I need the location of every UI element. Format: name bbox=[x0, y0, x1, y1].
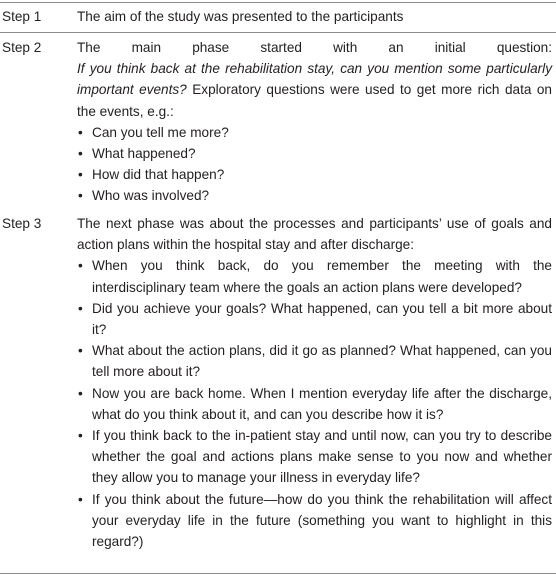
step-3-bullet-list bbox=[77, 255, 552, 552]
list-item: • How did that happen? bbox=[77, 164, 552, 185]
list-item: • Now you are back home. When I mention everyday life after the discharge, what do you think about it, and can you describe how it is? bbox=[77, 383, 552, 425]
step-3-content bbox=[77, 213, 552, 552]
step-3-intro: The next phase was about the processes and participants’ use of goals and action plans within the hospital stay and after discharge: bbox=[77, 216, 552, 253]
step-2-label: Step 2 bbox=[2, 40, 42, 55]
list-item: • Can you tell me more? bbox=[77, 122, 552, 143]
list-item: • What happened? bbox=[77, 143, 552, 164]
list-item: • If you think about the future—how do you think the rehabilitation will affect your everyday life in the future (something you want to highlight in this regard?) bbox=[77, 489, 552, 553]
list-item: • Who was involved? bbox=[77, 185, 552, 206]
table-bottom-rule bbox=[0, 573, 556, 574]
step-1-label: Step 1 bbox=[2, 9, 42, 24]
list-item: • What about the action plans, did it go as planned? What happened, can you tell more about it? bbox=[77, 340, 552, 382]
step-1-text: The aim of the study was presented to the participants bbox=[77, 9, 404, 24]
step-3-label: Step 3 bbox=[2, 216, 42, 231]
table-header-rule bbox=[0, 32, 556, 33]
step-2-question-paragraph bbox=[77, 58, 552, 122]
step-2-content bbox=[77, 37, 552, 207]
list-item: • When you think back, do you remember the meeting with the interdisciplinary team where the goals an action plans were developed? bbox=[77, 255, 552, 297]
table-top-rule bbox=[0, 2, 556, 3]
step-2-question: If you think back at the rehabilitation stay, can you mention some particularly important events? bbox=[77, 61, 552, 98]
step-2-intro-rest: Exploratory questions were used to get more rich data on the events, e.g.: bbox=[77, 82, 552, 119]
step-2-bullet-list bbox=[77, 122, 552, 207]
list-item: • If you think back to the in-patient stay and until now, can you try to describe whether the goal and actions plans make sense to you now and whether they allow you to manage your illness in everyday life? bbox=[77, 425, 552, 489]
step-2-intro-line: The main phase started with an initial question: bbox=[77, 40, 552, 55]
list-item: • Did you achieve your goals? What happened, can you tell a bit more about it? bbox=[77, 298, 552, 340]
